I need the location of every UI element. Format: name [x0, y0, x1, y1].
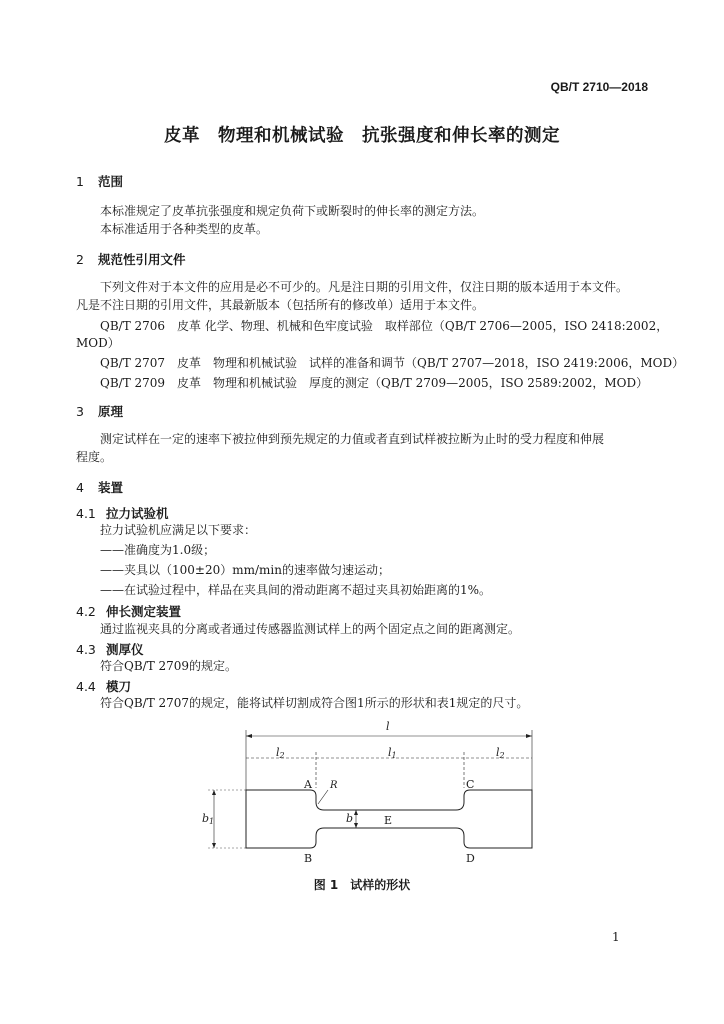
label-l2-right: l2: [496, 746, 505, 760]
subsection-4-4-heading: 4.4 模刀: [76, 679, 132, 694]
section-3-heading: 3 原理: [76, 404, 124, 419]
section-1-para-1: 本标准规定了皮革抗张强度和规定负荷下或断裂时的伸长率的测定方法。: [100, 204, 485, 218]
label-l2-left: l2: [276, 746, 285, 760]
subsection-4-3-para-1: 符合QB/T 2709的规定。: [100, 659, 238, 673]
label-l1: l1: [388, 746, 397, 760]
subsection-4-1-item-1: ——准确度为1.0级；: [100, 543, 216, 557]
subsection-4-1-item-2: ——夹具以（100±20）mm/min的速率做匀速运动；: [100, 563, 390, 577]
page-number: 1: [612, 930, 620, 944]
subsection-4-1-para-1: 拉力试验机应满足以下要求：: [100, 523, 257, 537]
subsection-4-2-para-1: 通过监视夹具的分离或者通过传感器监测试样上的两个固定点之间的距离测定。: [100, 622, 521, 636]
subsection-4-2-heading: 4.2 伸长测定装置: [76, 604, 182, 619]
label-l: l: [386, 720, 390, 733]
document-title: 皮革 物理和机械试验 抗张强度和伸长率的测定: [164, 126, 560, 146]
subsection-4-3-heading: 4.3 测厚仪: [76, 642, 144, 657]
reference-qbt2709: QB/T 2709 皮革 物理和机械试验 厚度的测定（QB/T 2709—2005，ISO 2589:2002，MOD）: [100, 376, 649, 390]
section-3-para-1: 测定试样在一定的速率下被拉伸到预先规定的力值或者直到试样被拉断为止时的受力程度和伸展: [100, 432, 605, 446]
specimen-shape-figure: [200, 716, 540, 868]
figure-caption: 图 1 试样的形状: [313, 878, 411, 892]
section-2-para-1-cont: 凡是不注日期的引用文件，其最新版本（包括所有的修改单）适用于本文件。: [76, 298, 485, 312]
reference-qbt2707: QB/T 2707 皮革 物理和机械试验 试样的准备和调节（QB/T 2707—2018，ISO 2419:2006，MOD）: [100, 356, 685, 370]
section-2-para-1: 下列文件对于本文件的应用是必不可少的。凡是注日期的引用文件，仅注日期的版本适用于本文件。: [100, 280, 629, 294]
reference-qbt2706-cont: MOD）: [76, 336, 120, 350]
label-e: E: [384, 814, 393, 827]
section-3-para-1-cont: 程度。: [76, 450, 113, 464]
subsection-4-4-para-1: 符合QB/T 2707的规定，能将试样切割成符合图1所示的形状和表1规定的尺寸。: [100, 696, 529, 710]
label-b1: b1: [202, 812, 215, 826]
standard-number: QB/T 2710—2018: [550, 80, 648, 94]
label-b: b: [346, 812, 354, 825]
label-c: C: [466, 778, 475, 791]
section-1-heading: 1 范围: [76, 174, 124, 189]
section-1-para-2: 本标准适用于各种类型的皮革。: [100, 222, 269, 236]
label-r: R: [330, 780, 338, 791]
subsection-4-1-heading: 4.1 拉力试验机: [76, 506, 169, 521]
label-d: D: [466, 852, 475, 865]
subsection-4-1-item-3: ——在试验过程中，样品在夹具间的滑动距离不超过夹具初始距离的1%。: [100, 583, 492, 597]
reference-qbt2706: QB/T 2706 皮革 化学、物理、机械和色牢度试验 取样部位（QB/T 2706—2005，ISO 2418:2002，: [100, 319, 669, 333]
label-a: A: [304, 778, 312, 791]
label-b-point: B: [304, 852, 313, 865]
section-2-heading: 2 规范性引用文件: [76, 252, 186, 267]
section-4-heading: 4 装置: [76, 480, 124, 495]
